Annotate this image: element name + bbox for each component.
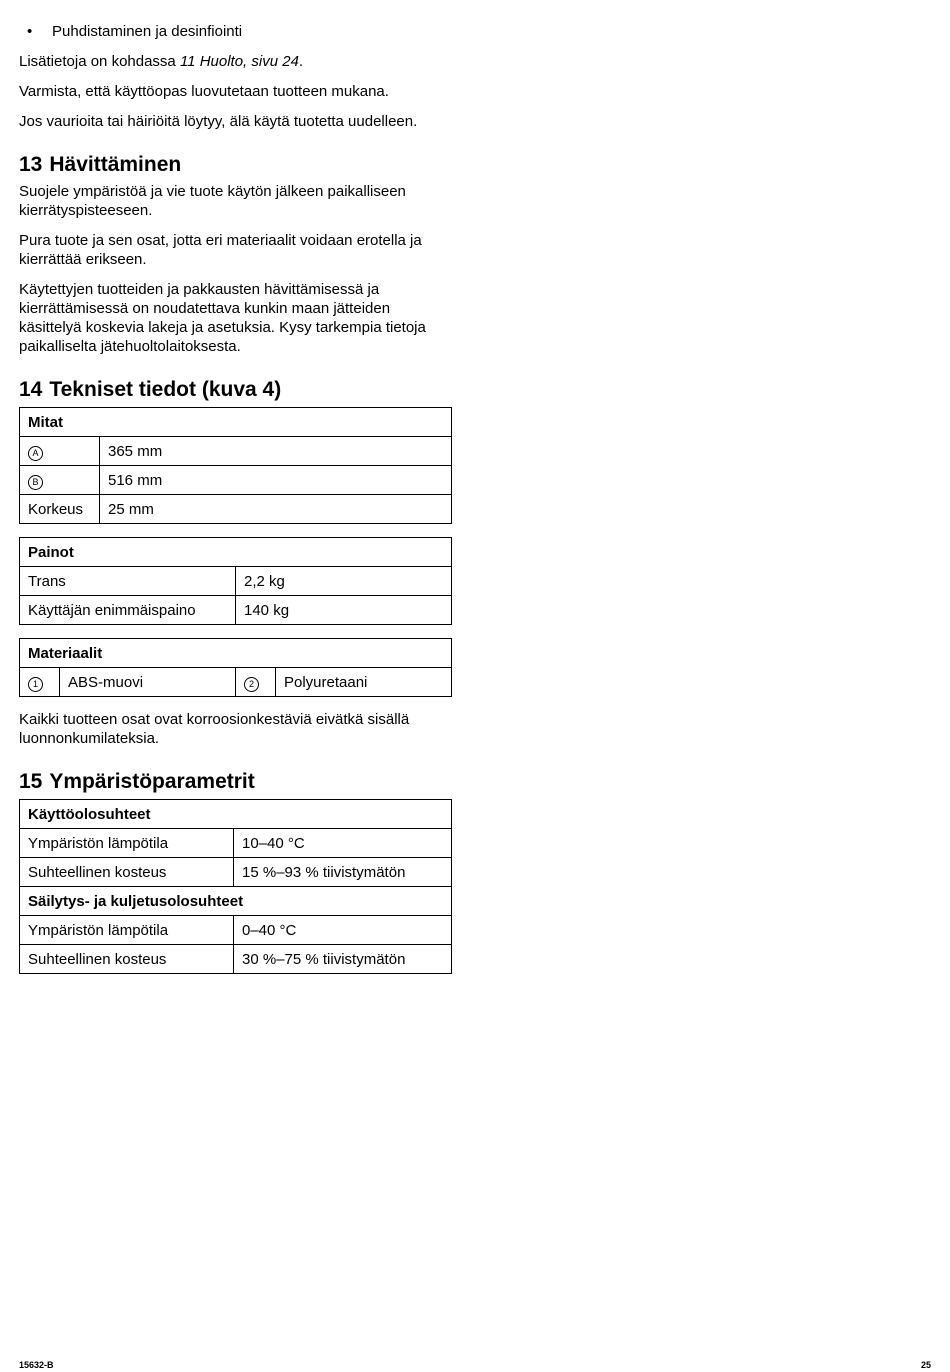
table-header: Käyttöolosuhteet — [20, 800, 452, 829]
table-row — [20, 945, 452, 974]
table-header: Materiaalit — [20, 639, 452, 668]
document-code: 15632-B — [19, 1360, 54, 1370]
table-header: Mitat — [20, 408, 452, 437]
page-column — [19, 22, 452, 987]
table-cell — [236, 668, 276, 697]
environment-table — [19, 799, 452, 974]
section-title: Ympäristöparametrit — [49, 770, 255, 793]
section-heading-13 — [19, 152, 452, 178]
table-cell: Suhteellinen kosteus — [20, 858, 234, 887]
table-row — [20, 668, 452, 697]
table-row — [20, 495, 452, 524]
table-header: Säilytys- ja kuljetusolosuhteet — [20, 887, 452, 916]
section-number: 15 — [19, 770, 43, 793]
info-prefix: Lisätietoja on kohdassa — [19, 53, 180, 70]
table-cell: Ympäristön lämpötila — [20, 829, 234, 858]
table-cell: 10–40 °C — [234, 829, 452, 858]
circled-letter-b-icon: B — [28, 475, 43, 490]
page-number: 25 — [920, 1360, 931, 1370]
table-row — [20, 829, 452, 858]
weights-table — [19, 537, 452, 625]
circled-number-1-icon: 1 — [28, 677, 43, 692]
info-suffix: . — [298, 53, 304, 70]
circled-letter-a-icon: A — [28, 446, 43, 461]
section-heading-15 — [19, 769, 452, 795]
table-cell: 516 mm — [100, 466, 452, 495]
table-cell — [20, 437, 100, 466]
table-row — [20, 916, 452, 945]
table-cell: ABS-muovi — [60, 668, 236, 697]
table-cell — [20, 668, 60, 697]
paragraph: Jos vaurioita tai häiriöitä löytyy, älä käytä tuotetta uudelleen. — [19, 113, 418, 130]
section-title: Tekniset tiedot (kuva 4) — [49, 378, 282, 401]
paragraph: Pura tuote ja sen osat, jotta eri materiaalit voidaan erotella ja kierrättää erikseen. — [19, 232, 422, 268]
info-reference: 11 Huolto, sivu 24 — [179, 53, 299, 70]
dimensions-table — [19, 407, 452, 524]
table-cell: 0–40 °C — [234, 916, 452, 945]
table-row — [20, 596, 452, 625]
table-cell: 30 %–75 % tiivistymätön — [234, 945, 452, 974]
table-cell: Käyttäjän enimmäispaino — [20, 596, 236, 625]
section-number: 13 — [19, 153, 43, 176]
table-row — [20, 466, 452, 495]
circled-number-2-icon: 2 — [244, 677, 259, 692]
table-cell — [20, 466, 100, 495]
paragraph: Käytettyjen tuotteiden ja pakkausten hävittämisessä ja kierrättämisessä on noudatettava kunkin maan jätteiden käsittelyä koskevia lakeja ja asetuksia. Kysy tarkempia tietoja paikalliselta jätehuoltolaitoksesta. — [19, 281, 426, 355]
table-cell: Polyuretaani — [276, 668, 452, 697]
table-cell: Ympäristön lämpötila — [20, 916, 234, 945]
table-row — [20, 437, 452, 466]
info-paragraph — [19, 52, 452, 71]
section-number: 14 — [19, 378, 43, 401]
paragraph: Varmista, että käyttöopas luovutetaan tuotteen mukana. — [19, 83, 389, 100]
paragraph: Suojele ympäristöä ja vie tuote käytön jälkeen paikalliseen kierrätyspisteeseen. — [19, 183, 406, 219]
table-cell: Korkeus — [20, 495, 100, 524]
table-cell: 140 kg — [236, 596, 452, 625]
table-row — [20, 567, 452, 596]
materials-table — [19, 638, 452, 697]
section-title: Hävittäminen — [49, 153, 182, 176]
paragraph: Kaikki tuotteen osat ovat korroosionkestäviä eivätkä sisällä luonnonkumilateksia. — [19, 711, 410, 747]
table-cell: Trans — [20, 567, 236, 596]
section-heading-14 — [19, 377, 452, 403]
table-cell: 15 %–93 % tiivistymätön — [234, 858, 452, 887]
table-cell: 2,2 kg — [236, 567, 452, 596]
table-cell: 25 mm — [100, 495, 452, 524]
table-cell: Suhteellinen kosteus — [20, 945, 234, 974]
table-header: Painot — [20, 538, 452, 567]
list-item: • Puhdistaminen ja desinfiointi — [19, 22, 452, 41]
table-cell: 365 mm — [100, 437, 452, 466]
table-row — [20, 858, 452, 887]
bullet-list — [19, 22, 452, 41]
